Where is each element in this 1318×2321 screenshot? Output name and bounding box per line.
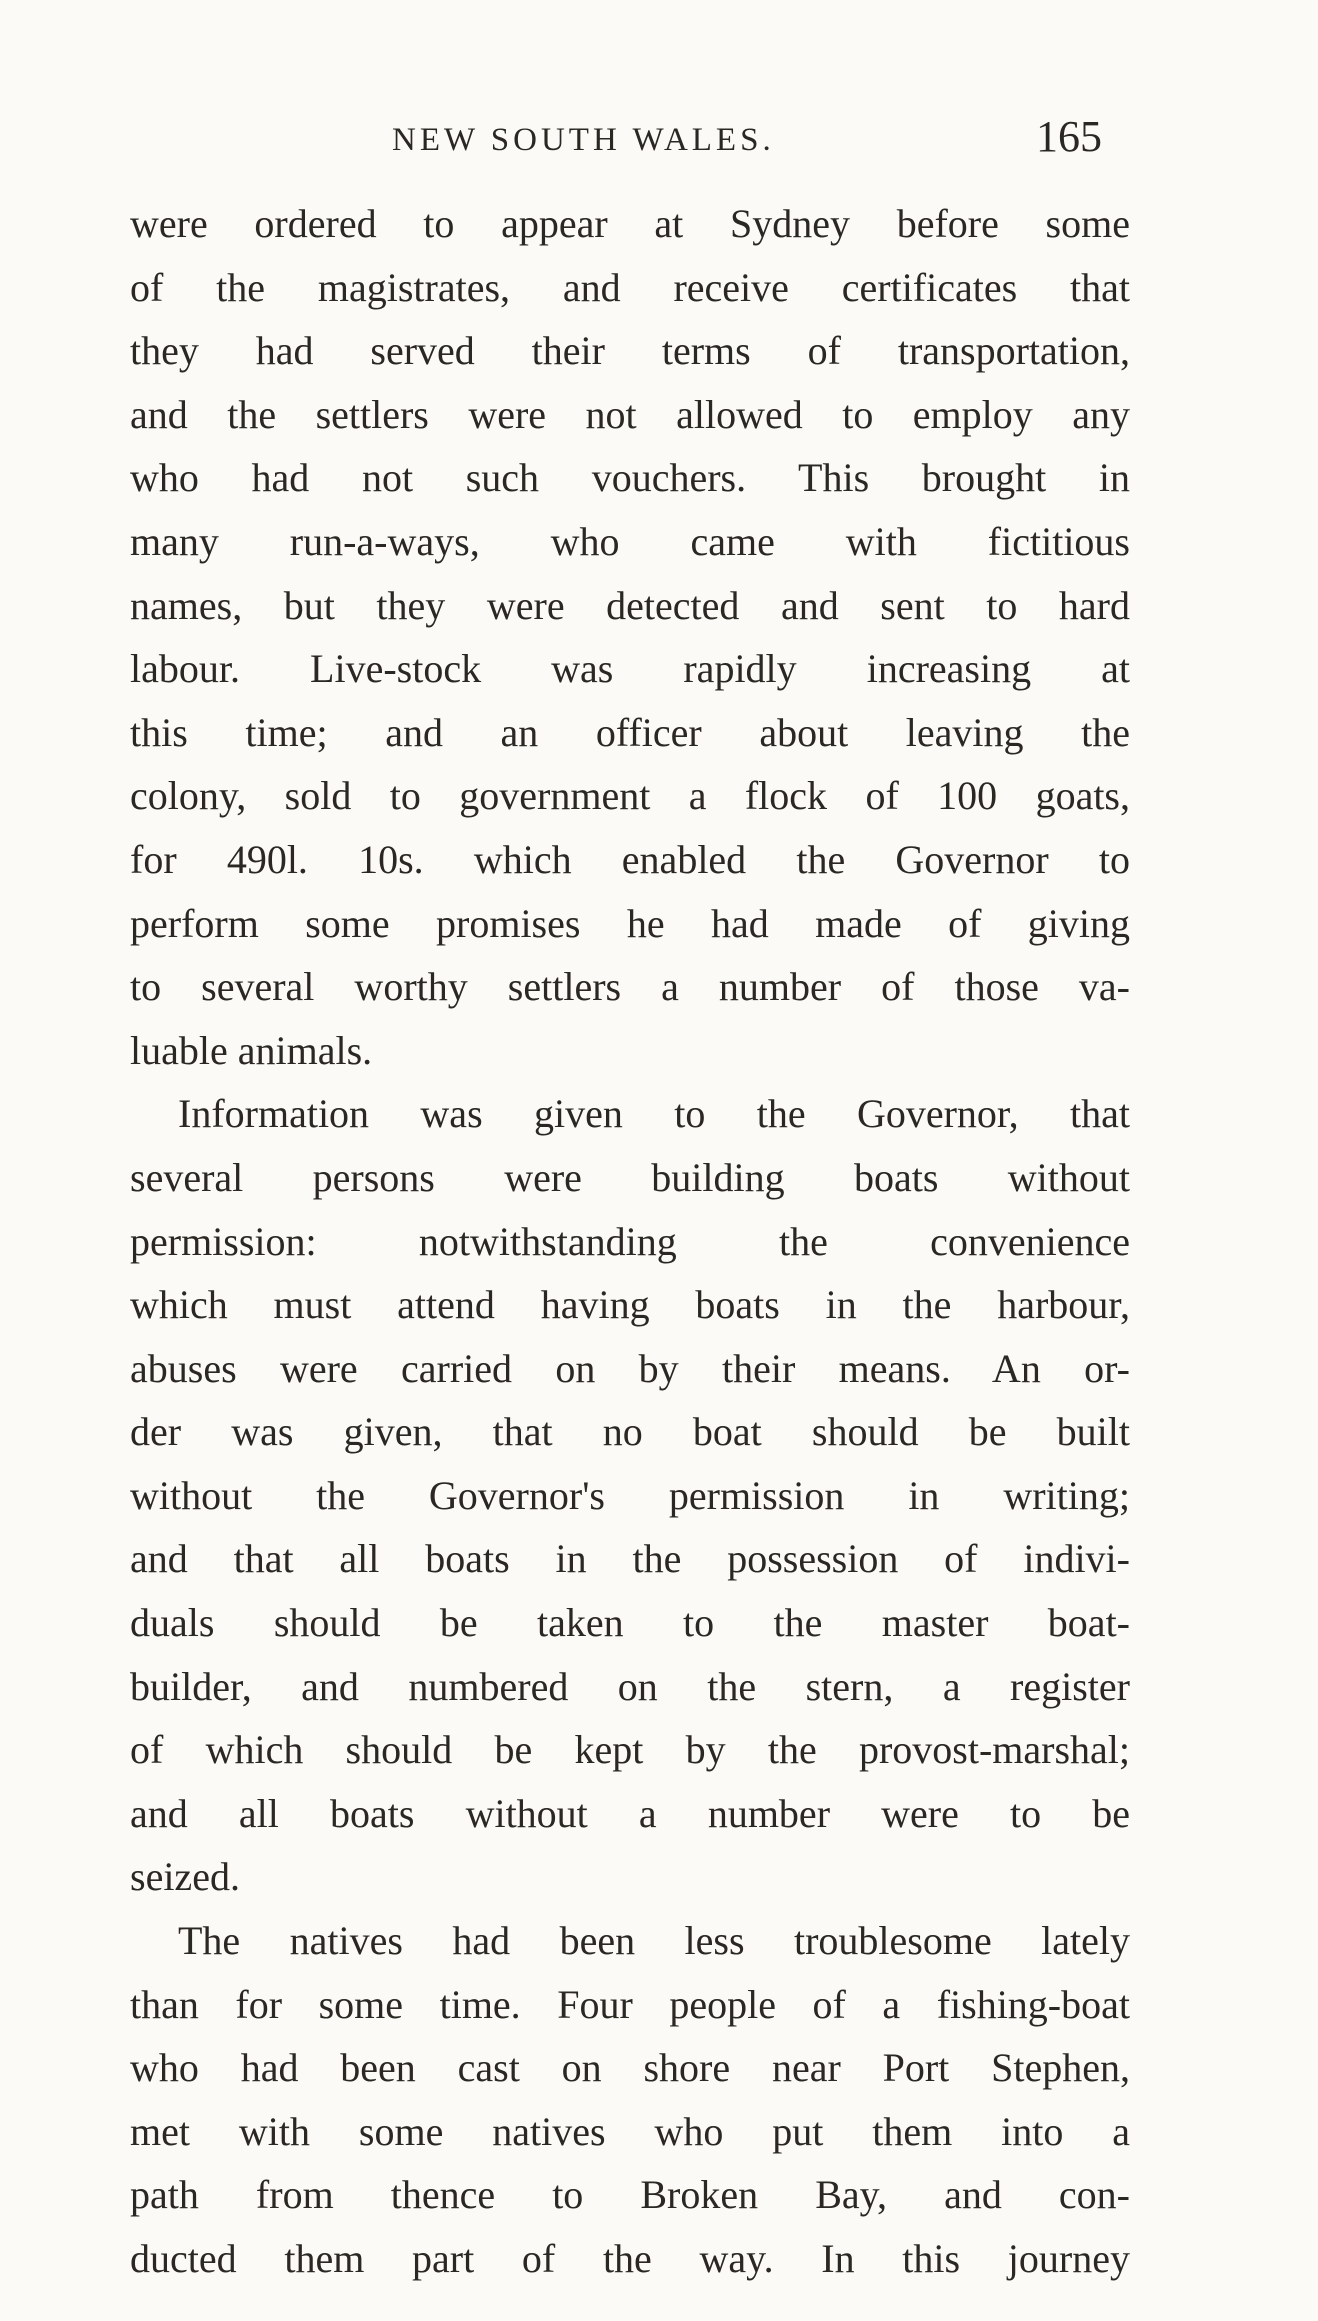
text-line: to several worthy settlers a number of those va- (130, 964, 1130, 1010)
text-line: were ordered to appear at Sydney before some (130, 201, 1130, 246)
text-line: this time; and an officer about leaving the (130, 709, 1130, 755)
text-line: who had been cast on shore near Port Stephen, (130, 2045, 1130, 2091)
text-line: several persons were building boats without (130, 1154, 1130, 1200)
text-line: colony, sold to government a flock of 100 goats, (130, 773, 1130, 819)
text-line: permission: notwithstanding the convenience (130, 1218, 1130, 1264)
text-line: met with some natives who put them into a (130, 2108, 1130, 2154)
text-line: and all boats without a number were to be (130, 1790, 1130, 1836)
text-line: many run-a-ways, who came with fictitious (130, 518, 1130, 564)
text-line: they had served their terms of transportation, (130, 328, 1130, 374)
page-number: 165 (1036, 112, 1102, 161)
text-line: of the magistrates, and receive certificates that (130, 264, 1130, 310)
body-text (130, 192, 1130, 2291)
text-line: labour. Live-stock was rapidly increasing at (130, 646, 1130, 692)
text-line: perform some promises he had made of giving (130, 900, 1130, 946)
text-line: path from thence to Broken Bay, and con- (130, 2172, 1130, 2218)
text-line: and that all boats in the possession of indivi- (130, 1536, 1130, 1582)
text-line: luable animals. (130, 1027, 373, 1073)
text-line: and the settlers were not allowed to employ any (130, 391, 1130, 437)
text-line: without the Governor's permission in writing; (130, 1472, 1130, 1518)
text-line: who had not such vouchers. This brought in (130, 455, 1130, 501)
text-line: Information was given to the Governor, that (178, 1091, 1130, 1137)
text-line: ducted them part of the way. In this journey (130, 2236, 1130, 2281)
text-line: duals should be taken to the master boat- (130, 1600, 1130, 1646)
text-line: abuses were carried on by their means. An or- (130, 1345, 1130, 1391)
running-head: NEW SOUTH WALES. (392, 122, 775, 158)
text-line: der was given, that no boat should be built (130, 1409, 1130, 1455)
text-line: names, but they were detected and sent to hard (130, 582, 1130, 628)
text-line: builder, and numbered on the stern, a register (130, 1663, 1130, 1709)
text-line: which must attend having boats in the harbour, (130, 1282, 1130, 1328)
text-line: than for some time. Four people of a fishing-boat (130, 1981, 1130, 2027)
text-line: The natives had been less troublesome lately (178, 1918, 1130, 1964)
text-line: for 490l. 10s. which enabled the Governor to (130, 836, 1130, 882)
text-line: of which should be kept by the provost-marshal; (130, 1727, 1130, 1773)
text-line: seized. (130, 1854, 240, 1900)
